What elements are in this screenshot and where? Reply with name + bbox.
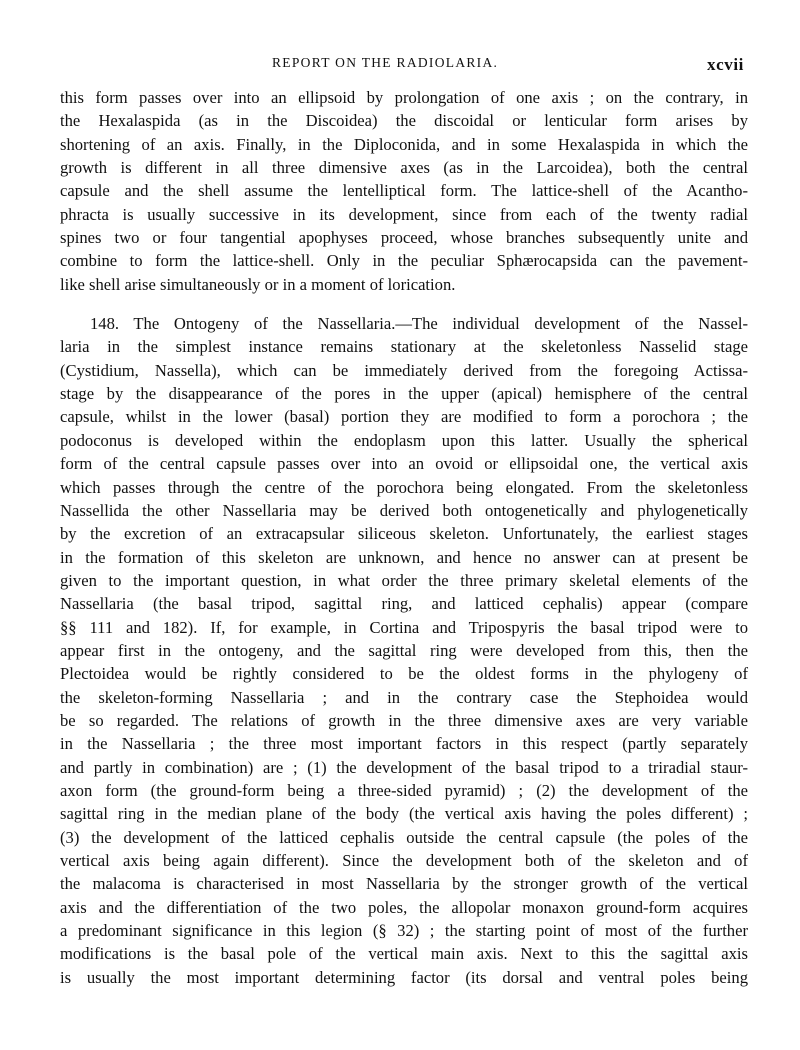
text-line: be so regarded. The relations of growth in the three dimensive axes are very variable (60, 710, 748, 730)
text-line: capsule and the shell assume the lentelliptical form. The lattice-shell of the Acantho- (60, 181, 748, 201)
text-line: 148. The Ontogeny of the Nassellaria.—The individual development of the Nassel- (90, 314, 748, 334)
text-line: sagittal ring in the median plane of the body (the vertical axis having the poles different) ; (60, 804, 748, 824)
text-line: §§ 111 and 182). If, for example, in Cortina and Tripospyris the basal tripod were to (60, 617, 748, 637)
text-line: which passes through the centre of the porochora being elongated. From the skeletonless (60, 477, 748, 497)
text-line: podoconus is developed within the endoplasm upon this latter. Usually the spherical (60, 430, 748, 450)
text-line: a predominant significance in this legion (§ 32) ; the starting point of most of the further (60, 921, 748, 941)
text-line: Nassellida the other Nassellaria may be derived both ontogenetically and phylogenetically (60, 500, 748, 520)
text-line: given to the important question, in what order the three primary skeletal elements of the (60, 570, 748, 590)
running-title: REPORT ON THE RADIOLARIA. (272, 55, 499, 70)
text-line: Nassellaria (the basal tripod, sagittal ring, and latticed cephalis) appear (compare (60, 594, 748, 614)
text-line: by the excretion of an extracapsular siliceous skeleton. Unfortunately, the earliest stages (60, 524, 748, 544)
text-line: the malacoma is characterised in most Nassellaria by the stronger growth of the vertical (60, 874, 748, 894)
text-line: form of the central capsule passes over into an ovoid or ellipsoidal one, the vertical axis (60, 454, 748, 474)
page-number: xcvii (707, 55, 744, 74)
text-line: the Hexalaspida (as in the Discoidea) the discoidal or lenticular form arises by (60, 111, 748, 131)
text-line: combine to form the lattice-shell. Only in the peculiar Sphærocapsida can the pavement- (60, 251, 748, 271)
text-line: growth is different in all three dimensive axes (as in the Larcoidea), both the central (60, 158, 748, 178)
text-line: is usually the most important determining factor (its dorsal and ventral poles being (60, 967, 748, 987)
text-line: Plectoidea would be rightly considered to be the oldest forms in the phylogeny of (60, 664, 748, 684)
text-line: in the Nassellaria ; the three most important factors in this respect (partly separately (60, 734, 748, 754)
text-line: capsule, whilst in the lower (basal) portion they are modified to form a porochora ; the (60, 407, 748, 427)
text-line: the skeleton-forming Nassellaria ; and in the contrary case the Stephoidea would (60, 687, 748, 707)
text-line: axon form (the ground-form being a three-sided pyramid) ; (2) the development of the (60, 780, 748, 800)
text-line: phracta is usually successive in its development, since from each of the twenty radial (60, 204, 748, 224)
text-line: spines two or four tangential apophyses proceed, whose branches subsequently unite and (60, 228, 748, 248)
body-text (60, 86, 748, 989)
text-line: (3) the development of the latticed cephalis outside the central capsule (the poles of the (60, 827, 748, 847)
text-line: shortening of an axis. Finally, in the Diploconida, and in some Hexalaspida in which the (60, 134, 748, 154)
paragraph-1 (60, 86, 748, 296)
text-line: like shell arise simultaneously or in a moment of lorication. (60, 274, 456, 294)
text-line: this form passes over into an ellipsoid by prolongation of one axis ; on the contrary, in (60, 88, 748, 107)
text-line: appear first in the ontogeny, and the sagittal ring were developed from this, then the (60, 640, 748, 660)
text-line: vertical axis being again different). Since the development both of the skeleton and of (60, 851, 748, 870)
text-line: modifications is the basal pole of the vertical main axis. Next to this the sagittal axis (60, 944, 748, 964)
text-line: stage by the disappearance of the pores in the upper (apical) hemisphere of the central (60, 384, 748, 404)
text-line: axis and the differentiation of the two poles, the allopolar monaxon ground-form acquires (60, 897, 748, 917)
text-line: laria in the simplest instance remains stationary at the skeletonless Nasselid stage (60, 337, 748, 357)
text-line: (Cystidium, Nassella), which can be immediately derived from the foregoing Actissa- (60, 360, 748, 380)
paragraph-148 (60, 312, 748, 989)
text-line: in the formation of this skeleton are unknown, and hence no answer can at present be (60, 547, 748, 567)
text-line: and partly in combination) are ; (1) the development of the basal tripod to a triradial staur- (60, 757, 748, 777)
